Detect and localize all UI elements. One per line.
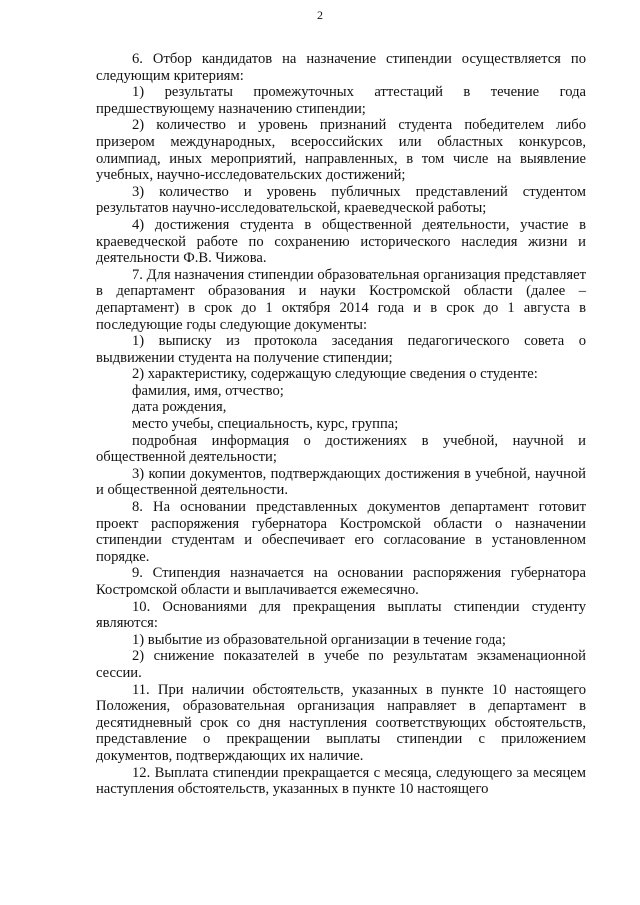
paragraph-7-item-2-study-place: место учебы, специальность, курс, группа;	[132, 416, 399, 433]
page-number: 2	[317, 8, 323, 22]
paragraph-6: 6. Отбор кандидатов на назначение стипендии осуществляется по следующим критериям:	[96, 51, 586, 84]
paragraph-8: 8. На основании представленных документов департамент готовит проект распоряжения губернатора Костромской области о назначении стипендии студентам и обеспечивает его согласование в установленном порядке.	[96, 499, 586, 565]
paragraph-7-item-2: 2) характеристику, содержащую следующие сведения о студенте:	[132, 366, 538, 383]
paragraph-11: 11. При наличии обстоятельств, указанных в пункте 10 настоящего Положения, образовательная организация направляет в департамент в десятидневный срок со дня наступления соответствующих обстоятельств, представление о прекращении выплаты стипендии с приложением документов, подтверждающих их наличие.	[96, 681, 586, 764]
paragraph-10-item-1: 1) выбытие из образовательной организации в течение года;	[132, 631, 506, 648]
document-body	[96, 51, 586, 798]
paragraph-9: 9. Стипендия назначается на основании распоряжения губернатора Костромской области и выплачивается ежемесячно.	[96, 565, 586, 598]
paragraph-6-item-1: 1) результаты промежуточных аттестаций в течение года предшествующему назначению стипендии;	[96, 84, 586, 117]
paragraph-10: 10. Основаниями для прекращения выплаты стипендии студенту являются:	[96, 598, 586, 632]
paragraph-7-item-2-achievements: подробная информация о достижениях в учебной, научной и общественной деятельности;	[96, 432, 586, 466]
paragraph-12: 12. Выплата стипендии прекращается с месяца, следующего за месяцем наступления обстоятельств, указанных в пункте 10 настоящего	[96, 764, 586, 798]
paragraph-7-item-2-fio: фамилия, имя, отчество;	[132, 382, 284, 399]
paragraph-6-item-3: 3) количество и уровень публичных представлений студентом результатов научно-исследовательской, краеведческой работы;	[96, 183, 586, 217]
paragraph-7-item-2-birthdate: дата рождения,	[132, 399, 227, 416]
paragraph-6-item-4: 4) достижения студента в общественной деятельности, участие в краеведческой работе по сохранению исторического наследия жизни и деятельности Ф.В. Чижова.	[96, 216, 586, 267]
paragraph-7: 7. Для назначения стипендии образовательная организация представляет в департамент образования и науки Костромской области (далее – департамент) в срок до 1 октября 2014 года и в срок до 1 августа в последующие годы следующие документы:	[96, 266, 586, 333]
paragraph-7-item-3: 3) копии документов, подтверждающих достижения в учебной, научной и общественной деятельности.	[96, 465, 586, 499]
paragraph-10-item-2: 2) снижение показателей в учебе по результатам экзаменационной сессии.	[96, 648, 586, 681]
paragraph-6-item-2: 2) количество и уровень признаний студента победителем либо призером международных, всероссийских или областных конкурсов, олимпиад, иных мероприятий, направленных, в том числе на выявление учебных, научно-исследовательских достижений;	[96, 117, 586, 184]
paragraph-7-item-1: 1) выписку из протокола заседания педагогического совета о выдвижении студента на получение стипендии;	[96, 333, 586, 366]
